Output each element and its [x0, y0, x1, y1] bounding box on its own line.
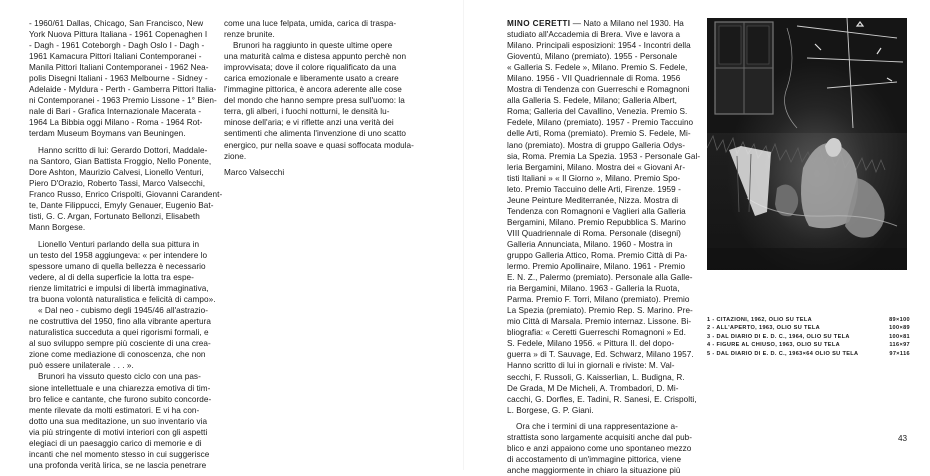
text-line: mente rilevate da molti estimatori. E vi ha con- [29, 405, 200, 415]
text-line: Hanno scritto di lui in giornali e riviste: M. Val- [507, 361, 675, 371]
text-line: come una luce felpata, umida, carica di traspa- [224, 19, 397, 28]
text-line: nale di Bari - Grafica Internazionale Macerata - [29, 107, 202, 117]
text-line: terdam Museum Boymans van Beuningen. [29, 129, 186, 139]
text-line: incanti che nel momento stesso in cui suggerisce [29, 449, 210, 459]
text-line: Mostra di Tendenza con Guerreschi e Romagnoni [507, 85, 690, 95]
artist-name: MINO CERETTI [507, 19, 571, 28]
text-line: tra buona volontà naturalistica e felicità di campo». [29, 295, 216, 305]
text-line: Brunori ha raggiunto in queste ultime opere [233, 41, 393, 51]
text-line: una profonda verità lirica, se ne lascia penetrare [29, 460, 207, 470]
text-line: leria Bergamini, Milano. Mostra dei « Giovani Ar- [507, 162, 686, 172]
text-line: sione intellettuale e una chiarezza emotiva di tim- [29, 383, 211, 393]
venturi-paragraph [29, 239, 219, 305]
text-line: delle Arti, Roma (premiato). Premio S. Fedele, Mi- [507, 129, 691, 139]
text-line: S. Fedele, Milano 1956. « Pittura II. del dopo- [507, 339, 675, 349]
text-line: - 1960/61 Dallas, Chicago, San Francisco, New [29, 19, 204, 28]
text-line: al suo sviluppo sempre più cosciente di una crea- [29, 339, 211, 349]
text-line: Bergamini, Milano. Premio Repubblica S. Marino [507, 217, 686, 227]
text-line: Piero D'Orazio, Roberto Tassi, Marco Valsecchi, [29, 179, 206, 189]
text-line: Milano. Principali esposizioni: 1954 - Incontri della [507, 41, 691, 51]
text-line: Adelaide - Myldura - Perth - Gamberra Pittori Italia- [29, 85, 217, 95]
left-column-1 [29, 18, 223, 471]
caption-size: 100×89 [889, 325, 910, 332]
text-line: Manila Pittori Italiani Contemporanei - 1962 Nea- [29, 63, 209, 73]
caption-size: 100×81 [889, 333, 910, 340]
text-line: L. Borgese, G. P. Giani. [507, 405, 594, 415]
text-line: Milano. 1956 - VII Quadriennale di Roma. 1956 [507, 74, 681, 84]
text-line: De Grada, M De Micheli, A. Trombadori, D. Mi- [507, 383, 679, 393]
painting-image [707, 18, 907, 270]
text-line: carica emozionale e liberamente usato a creare [224, 74, 399, 84]
text-line: Hanno scritto di lui: Gerardo Dottori, Maddale- [38, 146, 208, 156]
text-line: polis Disegni Italiani - 1963 Melbourne - Sidney - [29, 74, 208, 84]
text-line: guerra » di T. Sauvage, Ed. Schwarz, Milano 1957. [507, 350, 694, 360]
text-line: sentimenti che alimenta l'invenzione di uno scatto [224, 129, 407, 139]
caption-size: 89×100 [889, 317, 910, 323]
text-line: « Dal neo - cubismo degli 1945/46 all'astrazio- [38, 306, 209, 316]
author-signature: Marco Valsecchi [224, 168, 285, 178]
text-line: zione come mediazione di conoscenza, che non [29, 350, 206, 360]
caption-title: 3 - DAL DIARIO DI E. D. C., 1964, OLIO SU TELA [707, 333, 850, 340]
caption-title: 4 - FIGURE AL CHIUSO, 1963, OLIO SU TELA [707, 342, 841, 349]
maturity-paragraph [224, 40, 419, 162]
text-line: cacchi, G. Dorfles, E. Tadini, R. Sanesi, E. Crispolti, [507, 394, 697, 404]
text-line: mio Città di Marsala. Premio internaz. Lissone. Bi- [507, 317, 692, 327]
text-line: Dore Ashton, Maurizio Calvesi, Lionello Venturi, [29, 168, 204, 178]
text-line: alla Galleria S. Fedele, Milano; Galleria Albert, [507, 96, 677, 106]
text-line: una maturità calma e distesa appunto perchè non [224, 52, 407, 62]
text-line: lermo. Premio Apollinaire, Milano. 1961 - Premio [507, 262, 686, 272]
critique-paragraph [507, 421, 699, 476]
text-line: York Nuova Pittura Italiana - 1961 Copenaghen I [29, 30, 208, 40]
right-column-biography [507, 18, 699, 476]
text-line: Franco Russo, Enrico Crispolti, Giovanni Carandent- [29, 190, 223, 200]
text-line: l'immagine pittorica, è ancora aderente alle cose [224, 85, 402, 95]
text-line: ne costruttiva del 1950, fino alla vibrante apertura [29, 317, 211, 327]
exhibitions-paragraph [29, 18, 219, 140]
text-line: leto. Premio Taccuino delle Arti, Firenze. 1959 - [507, 184, 681, 194]
text-line: improvvisata; dove il colore riqualificato da una [224, 63, 397, 73]
text-line: tisti Italiani » « Il Giorno », Milano. Premio Spo- [507, 173, 681, 183]
text-line: Roma; Galleria del Cavallino, Venezia. Premio S. [507, 107, 688, 117]
figure-captions [707, 316, 910, 358]
text-line: Jeune Peinture Mediterranée, Nizza. Mostra di [507, 195, 679, 205]
page-gutter [463, 0, 464, 470]
text-line: naturalistica succeduta a quei rigorismi formali, e [29, 328, 209, 338]
text-line: — Nato a Milano nel 1930. Ha [570, 19, 684, 28]
page-number: 43 [898, 434, 908, 443]
text-line: terra, gli alberi, i fuochi notturni, le densità lu- [224, 107, 390, 117]
text-line: 1961 Kamacura Pittori Italiani Contemporanei - [29, 52, 202, 62]
caption-title: 1 - CITAZIONI, 1962, OLIO SU TELA [707, 317, 812, 323]
text-line: del mondo che hanno sempre presa sull'uomo: la [224, 96, 405, 106]
quote-paragraph [29, 305, 219, 371]
text-line: Galleria Annunciata, Milano. 1960 - Mostra in [507, 239, 673, 249]
painting-reproduction [707, 18, 907, 270]
text-line: energico, pur nella soave e quasi soffocata modula- [224, 140, 414, 150]
text-line: blico e anzi appaiono come uno spontaneo mezzo [507, 444, 692, 454]
text-line: lano (premiato). Mostra di gruppo Galleria Odys- [507, 140, 686, 150]
caption-size: 116×97 [889, 342, 910, 349]
caption-row [707, 341, 910, 349]
text-line: zione. [224, 151, 247, 161]
text-line: VIII Quadriennale di Roma. Personale (disegni) [507, 228, 681, 238]
text-line: bliografia: « Ceretti Guerreschi Romagnoni » Ed. [507, 328, 686, 338]
caption-row [707, 324, 910, 332]
text-line: rienze limitatrici e impulsi di libertà immaginativa, [29, 284, 209, 294]
text-line: gruppo Galleria Attico, Roma. Premio Città di Pa- [507, 250, 688, 260]
text-line: La Spezia (premiato). Premio Rep. S. Marino. Pre- [507, 306, 693, 316]
text-line: sia, Roma. Premia La Spezia. 1953 - Personale Gal- [507, 151, 701, 161]
continuation-paragraph [224, 18, 419, 40]
text-line: elegiaci di un paesaggio carico di memorie e di [29, 438, 202, 448]
caption-row [707, 316, 910, 324]
text-line: minose dell'aria; e vi riflette anzi una verità dei [224, 118, 394, 128]
text-line: na Santoro, Gian Battista Froggio, Nello Ponente, [29, 157, 212, 167]
text-line: può essere unilaterale . . . ». [29, 361, 134, 371]
text-line: Ora che i termini di una rappresentazione a- [516, 422, 678, 432]
text-line: Fedele, Milano (premiato). 1957 - Premio Taccuino [507, 118, 694, 128]
text-line: via più stringente di motivi interiori con gli aspetti [29, 427, 208, 437]
text-line: Mann Borgese. [29, 223, 86, 233]
text-line: Gioventù, Milano (premiato). 1955 - Personale [507, 52, 678, 62]
text-line: di accostamento di un'immagine pittorica, viene [507, 455, 682, 465]
text-line: spessore umano di quella bellezza è necessario [29, 261, 206, 271]
brunori-paragraph [29, 371, 219, 470]
text-line: ria Bergamini, Milano. 1963 - Galleria la Ruota, [507, 284, 680, 294]
caption-title: 2 - ALL'APERTO, 1963, OLIO SU TELA [707, 325, 821, 332]
text-line: te, Dante Filippucci, Emyly Genauer, Eugenio Bat- [29, 201, 214, 211]
critics-paragraph [29, 145, 223, 233]
text-line: tisti, G. C. Argan, Fortunato Bellonzi, Elisabeth [29, 212, 200, 222]
text-line: un testo del 1958 aggiungeva: « per intendere lo [29, 250, 208, 260]
text-line: ni Contemporanei - 1963 Premio Lissone - 1° Bien- [29, 96, 217, 106]
text-line: strattista sono largamente acquisiti anche dal pub- [507, 433, 693, 443]
text-line: 1964 La Bibbia oggi Milano - Roma - 1964 Rot- [29, 118, 203, 128]
biography-paragraph [507, 18, 699, 416]
text-line: « Galleria S. Fedele », Milano. Premio S. Fedele, [507, 63, 688, 73]
caption-row [707, 333, 910, 341]
text-line: - Dagh - 1961 Coteborgh - Dagh Oslo I - Dagh - [29, 41, 205, 51]
text-line: studiato all'Accademia di Brera. Vive e lavora a [507, 30, 681, 40]
text-line: anche maggiormente in chiaro la situazione più [507, 466, 681, 476]
caption-row [707, 350, 910, 358]
text-line: vedere, al di della superficie la lotta tra espe- [29, 273, 194, 283]
text-line: Brunori ha vissuto questo ciclo con una pas- [38, 372, 201, 382]
text-line: secchi, F. Russoli, G. Kaisserlian, L. Budigna, R. [507, 372, 685, 382]
text-line: bro felice e cantante, che furono subito concorde- [29, 394, 212, 404]
text-line: Tendenza con Romagnoni e Vaglieri alla Galleria [507, 206, 686, 216]
text-line: Lionello Venturi parlando della sua pittura in [38, 239, 200, 249]
text-line: dotto una sua meditazione, un suo inventario via [29, 416, 208, 426]
text-line: Parma. Premio F. Torri, Milano (premiato). Premio [507, 295, 690, 305]
caption-size: 97×116 [889, 350, 910, 357]
caption-title: 5 - DAL DIARIO DI E. D. C., 1963×64 OLIO SU TELA [707, 350, 859, 357]
text-line: renze brunite. [224, 30, 275, 40]
text-line: E. N. Z., Palermo (premiato). Personale alla Galle- [507, 273, 693, 283]
left-column-2 [224, 18, 419, 178]
